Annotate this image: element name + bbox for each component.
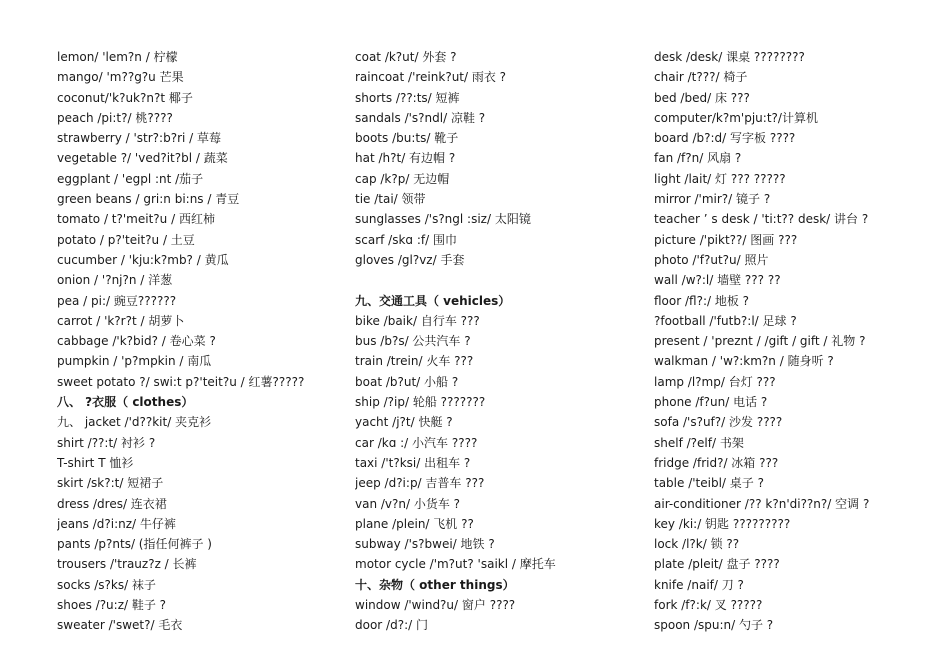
vocab-entry: green beans / gri:n bi:ns / 青豆 xyxy=(57,192,240,207)
vocab-entry: coat /k?ut/ 外套 ? xyxy=(355,50,457,64)
section-heading: 十、杂物（ other things） xyxy=(355,577,515,592)
vocab-entry: ship /?ip/ 轮船 ??????? xyxy=(355,395,486,410)
vocab-entry: plane /plein/ 飞机 ?? xyxy=(355,516,474,531)
vocab-entry: raincoat /'reink?ut/ 雨衣 ? xyxy=(355,70,507,85)
vocab-entry: spoon /spu:n/ 勺子 ? xyxy=(654,618,774,633)
vocab-entry: motor cycle /'m?ut? 'saikl / 摩托车 xyxy=(355,557,556,572)
vocab-entry: boat /b?ut/ 小船 ? xyxy=(355,374,459,389)
vocab-entry: jeep /d?i:p/ 吉普车 ??? xyxy=(355,476,485,491)
vocab-entry: mirror /'mir?/ 镜子 ? xyxy=(654,192,771,207)
vocab-entry: fridge /frid?/ 冰箱 ??? xyxy=(654,455,779,470)
vocab-entry: van /v?n/ 小货车 ? xyxy=(355,496,461,511)
vocab-entry: window /'wind?u/ 窗户 ???? xyxy=(355,598,516,613)
vocab-entry: bed /bed/ 床 ??? xyxy=(654,90,750,105)
vocab-entry: phone /f?un/ 电话 ? xyxy=(654,395,768,410)
vocab-entry: sandals /'s?ndl/ 凉鞋 ? xyxy=(355,110,486,125)
vocab-entry: chair /t???/ 椅子 xyxy=(654,70,748,85)
vocab-entry: boots /bu:ts/ 靴子 xyxy=(355,131,459,146)
vocab-column-2 xyxy=(355,47,645,636)
vocab-entry: air-conditioner /?? k?n'di??n?/ 空调 ? xyxy=(654,496,870,511)
vocab-entry: cabbage /'k?bid? / 卷心菜 ? xyxy=(57,334,216,349)
vocab-entry: gloves /gl?vz/ 手套 xyxy=(355,252,465,267)
vocab-entry: coconut/'k?uk?n?t 椰子 xyxy=(57,90,193,105)
vocab-entry: pea / pi:/ 豌豆?????? xyxy=(57,293,177,308)
vocab-entry: scarf /skɑ :f/ 围巾 xyxy=(355,232,457,247)
vocab-entry: train /trein/ 火车 ??? xyxy=(355,354,474,369)
vocab-entry: shorts /??:ts/ 短裤 xyxy=(355,90,460,105)
vocab-entry: pumpkin / 'p?mpkin / 南瓜 xyxy=(57,354,212,369)
vocab-entry: lamp /l?mp/ 台灯 ??? xyxy=(654,374,776,389)
vocab-entry: jeans /d?i:nz/ 牛仔裤 xyxy=(57,516,176,531)
vocab-entry: lemon/ 'lem?n / 柠檬 xyxy=(57,50,178,64)
vocab-entry: cucumber / 'kju:k?mb? / 黄瓜 xyxy=(57,252,229,267)
vocab-entry: tie /tai/ 领带 xyxy=(355,192,426,207)
vocab-entry: vegetable ?/ 'ved?it?bl / 蔬菜 xyxy=(57,151,228,166)
vocab-entry: peach /pi:t?/ 桃???? xyxy=(57,110,173,125)
vocab-entry: table /'teibl/ 桌子 ? xyxy=(654,476,764,491)
vocab-entry: walkman / 'w?:km?n / 随身听 ? xyxy=(654,354,834,369)
vocab-entry: mango/ 'm??g?u 芒果 xyxy=(57,70,184,85)
vocab-entry: lock /l?k/ 锁 ?? xyxy=(654,537,740,552)
vocab-entry: shirt /??:t/ 衬衫 ? xyxy=(57,435,156,450)
vocab-entry: sunglasses /'s?ngl :siz/ 太阳镜 xyxy=(355,212,531,227)
vocab-column-3 xyxy=(654,47,944,636)
vocab-entry: sweet potato ?/ swi:t p?'teit?u / 红薯????? xyxy=(57,374,305,389)
vocab-entry: picture /'pikt??/ 图画 ??? xyxy=(654,232,798,247)
vocab-entry: knife /naif/ 刀 ? xyxy=(654,577,744,592)
vocab-entry: computer/k?m'pju:t?/计算机 xyxy=(654,110,818,125)
vocab-entry: key /ki:/ 钥匙 ????????? xyxy=(654,516,791,531)
vocab-entry: bus /b?s/ 公共汽车 ? xyxy=(355,334,471,349)
vocab-entry: photo /'f?ut?u/ 照片 xyxy=(654,252,769,267)
vocab-column-1 xyxy=(57,47,347,636)
vocab-entry: fork /f?:k/ 叉 ????? xyxy=(654,598,763,613)
vocab-entry: trousers /'trauz?z / 长裤 xyxy=(57,557,197,572)
vocab-entry: skirt /sk?:t/ 短裙子 xyxy=(57,476,164,491)
vocab-entry: door /d?:/ 门 xyxy=(355,618,428,633)
vocab-entry: subway /'s?bwei/ 地铁 ? xyxy=(355,537,495,552)
vocab-entry: taxi /'t?ksi/ 出租车 ? xyxy=(355,455,471,470)
vocab-entry: sweater /'swet?/ 毛衣 xyxy=(57,618,183,633)
vocab-entry: eggplant / 'egpl :nt /茄子 xyxy=(57,171,204,186)
vocab-entry: strawberry / 'str?:b?ri / 草莓 xyxy=(57,131,222,146)
vocab-entry: cap /k?p/ 无边帽 xyxy=(355,171,450,186)
vocab-entry: present / 'preznt / /gift / gift / 礼物 ? xyxy=(654,334,866,349)
vocab-entry: sofa /'s?uf?/ 沙发 ???? xyxy=(654,415,783,430)
vocab-entry: plate /pleit/ 盘子 ???? xyxy=(654,557,780,572)
blank-line xyxy=(355,270,645,290)
vocab-entry: desk /desk/ 课桌 ???????? xyxy=(654,50,805,64)
section-heading: 八、 ?衣服（ clothes） xyxy=(57,395,194,410)
vocab-entry: onion / '?nj?n / 洋葱 xyxy=(57,273,173,288)
vocab-entry: dress /dres/ 连衣裙 xyxy=(57,496,167,511)
vocab-entry: car /kɑ :/ 小汽车 ???? xyxy=(355,435,478,450)
vocab-entry: tomato / t?'meit?u / 西红柿 xyxy=(57,212,215,227)
vocab-entry: hat /h?t/ 有边帽 ? xyxy=(355,151,456,166)
vocab-entry: potato / p?'teit?u / 土豆 xyxy=(57,232,195,247)
vocab-entry: bike /baik/ 自行车 ??? xyxy=(355,313,480,328)
vocab-entry: light /lait/ 灯 ??? ????? xyxy=(654,171,786,186)
vocab-entry: yacht /j?t/ 快艇 ? xyxy=(355,415,453,430)
vocab-entry: 九、 jacket /'d??kit/ 夹克衫 xyxy=(57,415,212,430)
vocab-entry: T-shirt T 恤衫 xyxy=(57,455,134,470)
section-heading: 九、交通工具（ vehicles） xyxy=(355,293,511,308)
vocab-entry: wall /w?:l/ 墙壁 ??? ?? xyxy=(654,273,781,288)
vocab-entry: pants /p?nts/ (指任何裤子 ) xyxy=(57,537,212,552)
vocab-entry: board /b?:d/ 写字板 ???? xyxy=(654,131,796,146)
vocab-entry: fan /f?n/ 风扇 ? xyxy=(654,151,742,166)
vocab-entry: carrot / 'k?r?t / 胡萝卜 xyxy=(57,313,185,328)
vocab-entry: ?football /'futb?:l/ 足球 ? xyxy=(654,313,797,328)
vocab-entry: shoes /?u:z/ 鞋子 ? xyxy=(57,598,167,613)
vocab-entry: floor /fl?:/ 地板 ? xyxy=(654,293,750,308)
vocab-entry: shelf /?elf/ 书架 xyxy=(654,435,744,450)
vocab-entry: teacher ’ s desk / 'ti:t?? desk/ 讲台 ? xyxy=(654,212,869,227)
vocab-entry: socks /s?ks/ 袜子 xyxy=(57,577,156,592)
